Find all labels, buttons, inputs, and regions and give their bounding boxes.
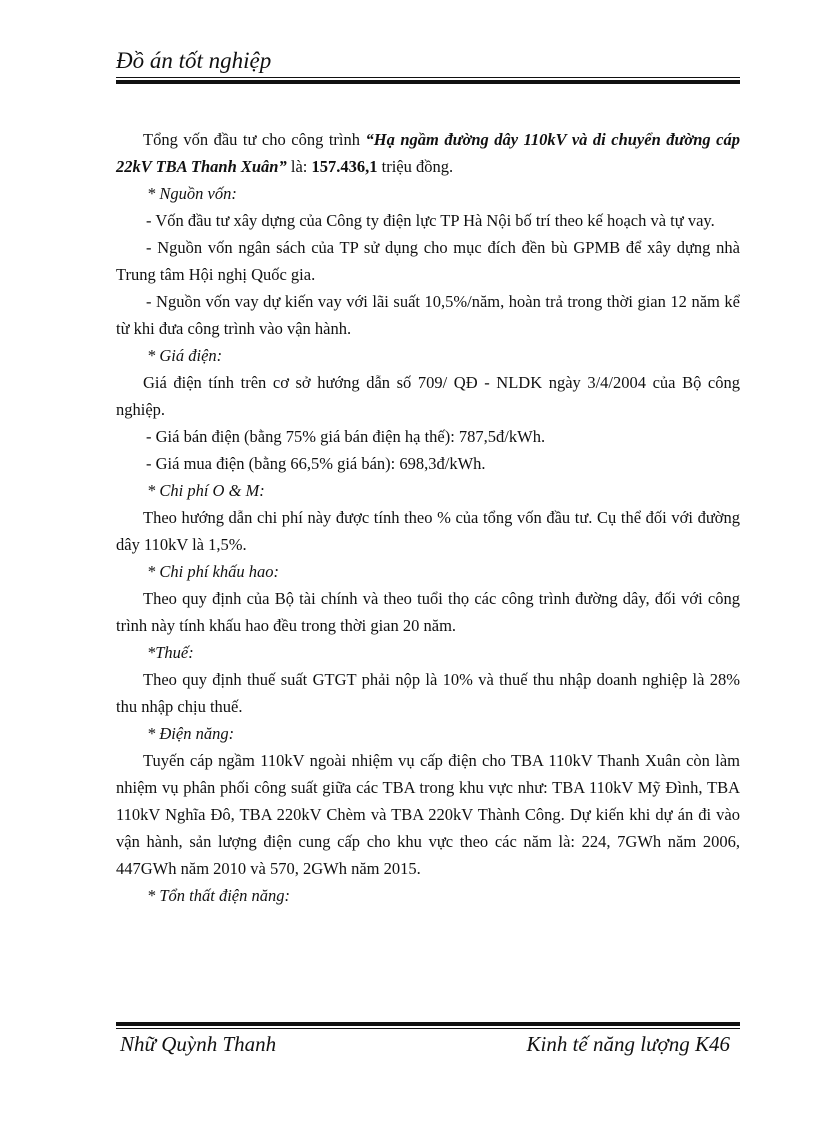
header-rule-thick <box>116 80 740 84</box>
heading-om-cost: * Chi phí O & M: <box>147 481 265 500</box>
project-name: “Hạ ngầm đường dây 110kV và di chuyển đường cáp 22kV TBA Thanh Xuân” <box>116 130 740 176</box>
funding-item-2: - Nguồn vốn ngân sách của TP sử dụng cho mục đích đền bù GPMB để xây dựng nhà Trung tâm Hội nghị Quốc gia. <box>116 238 740 284</box>
header-rule-thin <box>116 77 740 78</box>
footer-rule-thick <box>116 1022 740 1026</box>
heading-electricity-price: * Giá điện: <box>147 346 223 365</box>
funding-item-3: - Nguồn vốn vay dự kiến vay với lãi suất 10,5%/năm, hoàn trả trong thời gian 12 năm kể từ khi đưa công trình vào vận hành. <box>116 292 740 338</box>
page-body <box>116 126 740 909</box>
depreciation-text: Theo quy định của Bộ tài chính và theo tuổi thọ các công trình đường dây, đối với công trình này tính khấu hao đều trong thời gian 20 năm. <box>116 589 740 635</box>
energy-text: Tuyến cáp ngầm 110kV ngoài nhiệm vụ cấp điện cho TBA 110kV Thanh Xuân còn làm nhiệm vụ phân phối công suất giữa các TBA trong khu vực như: TBA 110kV Mỹ Đình, TBA 110kV Nghĩa Đô, TBA 220kV Chèm và TBA 220kV Thành Công. Dự kiến khi dự án đi vào vận hành, sản lượng điện cung cấp cho khu vực theo các năm là: 224, 7GWh năm 2006, 447GWh năm 2010 và 570, 2GWh năm 2015. <box>116 751 740 878</box>
heading-depreciation: * Chi phí khấu hao: <box>147 562 279 581</box>
document-title: Đồ án tốt nghiệp <box>116 48 272 73</box>
price-buy: - Giá mua điện (bằng 66,5% giá bán): 698,3đ/kWh. <box>146 454 486 473</box>
heading-energy: * Điện năng: <box>147 724 235 743</box>
total-investment-tail: triệu đồng. <box>377 157 454 176</box>
tax-text: Theo quy định thuế suất GTGT phải nộp là 10% và thuế thu nhập doanh nghiệp là 28% thu nhập chịu thuế. <box>116 670 740 716</box>
heading-energy-loss: * Tổn thất điện năng: <box>147 886 290 905</box>
price-basis: Giá điện tính trên cơ sở hướng dẫn số 709/ QĐ - NLDK ngày 3/4/2004 của Bộ công nghiệp. <box>116 373 740 419</box>
funding-item-1: - Vốn đầu tư xây dựng của Công ty điện lực TP Hà Nội bố trí theo kế hoạch và tự vay. <box>146 211 715 230</box>
om-cost-text: Theo hướng dẫn chi phí này được tính theo % của tổng vốn đầu tư. Cụ thể đối với đường dây 110kV là 1,5%. <box>116 508 740 554</box>
heading-tax: *Thuế: <box>147 643 194 662</box>
footer-course: Kinh tế năng lượng K46 <box>526 1032 730 1056</box>
total-investment-mid: là: <box>286 157 312 176</box>
price-sell: - Giá bán điện (bằng 75% giá bán điện hạ thế): 787,5đ/kWh. <box>146 427 546 446</box>
paragraph-total-investment <box>116 126 740 180</box>
investment-amount: 157.436,1 <box>311 157 378 176</box>
heading-funding-source: * Nguồn vốn: <box>147 184 237 203</box>
footer-author: Nhữ Quỳnh Thanh <box>120 1032 277 1056</box>
footer-rule-thin <box>116 1028 740 1029</box>
total-investment-lead: Tổng vốn đầu tư cho công trình <box>143 130 366 149</box>
